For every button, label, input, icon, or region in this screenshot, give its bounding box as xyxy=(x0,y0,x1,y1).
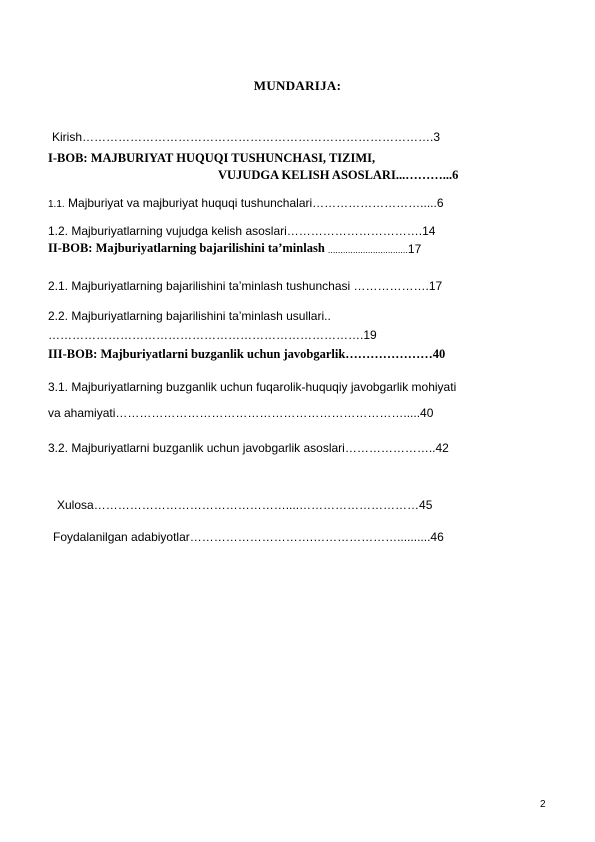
toc-kirish: Kirish…………………………………………………………………………….3 xyxy=(52,130,441,144)
toc-chapter-1-line-2: VUJUDGA KELISH ASOSLARI...………...6 xyxy=(218,168,459,182)
toc-section-2-1: 2.1. Majburiyatlarning bajarilishini ta’minlash tushunchasi ……………….17 xyxy=(48,279,443,293)
toc-section-2-2-line-2: …………………………………………………………………….19 xyxy=(48,328,377,342)
toc-chapter-2-label: II-BOB: Majburiyatlarning bajarilishini ta’minlash xyxy=(48,241,328,255)
toc-section-3-2: 3.2. Majburiyatlarni buzganlik uchun javobgarlik asoslari…………………..42 xyxy=(48,441,449,455)
toc-foydalanilgan: Foydalanilgan adabiyotlar………………………….…………………..........46 xyxy=(53,530,444,544)
toc-section-3-1-line-1: 3.1. Majburiyatlarning buzganlik uchun fuqarolik-huquqiy javobgarlik mohiyati xyxy=(48,380,457,394)
toc-chapter-1-line-1: I-BOB: MAJBURIYAT HUQUQI TUSHUNCHASI, TIZIMI, xyxy=(48,151,376,165)
toc-section-1-1 xyxy=(48,196,444,212)
toc-chapter-2-dots: ................................ xyxy=(327,245,408,255)
toc-section-1-2: 1.2. Majburiyatlarning vujudga kelish asoslari…………………………….14 xyxy=(48,224,436,238)
toc-chapter-2 xyxy=(48,242,421,257)
toc-xulosa: Xulosa…………………………………………....…………………………45 xyxy=(57,498,433,512)
toc-section-2-2-line-1: 2.2. Majburiyatlarning bajarilishini ta’minlash usullari.. xyxy=(48,309,331,323)
toc-section-1-1-text: Majburiyat va majburiyat huquqi tushunchalari……………………….....6 xyxy=(64,196,444,210)
toc-chapter-2-page: 17 xyxy=(407,242,422,256)
toc-section-1-1-number: 1.1. xyxy=(48,199,65,210)
toc-section-3-1-line-2: va ahamiyati……………………………………………………………….....40 xyxy=(48,406,434,420)
toc-title: MUNDARIJA: xyxy=(253,78,342,93)
page-number: 2 xyxy=(540,799,546,810)
toc-chapter-3: III-BOB: Majburiyatlarni buzganlik uchun javobgarlik…………………40 xyxy=(48,347,446,361)
